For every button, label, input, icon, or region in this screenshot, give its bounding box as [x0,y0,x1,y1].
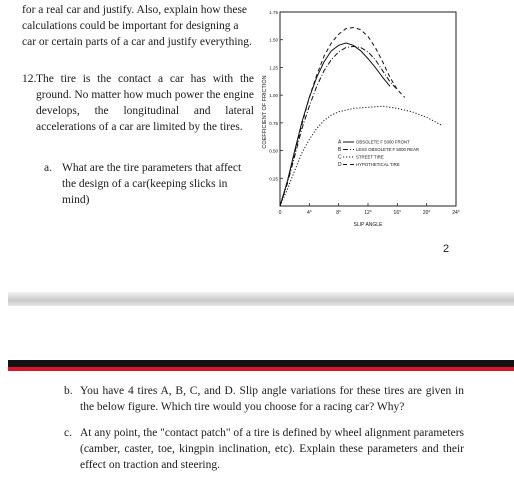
page-number: 2 [443,243,450,255]
question-12 [22,71,254,135]
legend-entry-b: LESS OBSOLETE F 5000 REAR [356,147,420,153]
y-tick-label: 0.50 [269,148,278,154]
legend-key-a: A [338,139,342,146]
legend-entry-c: STREET TIRE [356,154,384,160]
question-12b-number: b. [64,385,73,397]
question-12c-number: c. [64,427,72,439]
x-tick-label: 20° [422,210,431,216]
x-tick-label: 16° [393,210,402,216]
chart-ylabel: COEFFICIENT OF FRICTION [262,75,268,149]
x-tick-label: 0 [278,210,282,216]
page-separator [8,292,514,306]
y-tick-label: 1.00 [269,93,278,99]
question-12b [64,383,464,415]
header-rule-dark [8,360,514,367]
y-tick-label: 1.50 [269,37,278,43]
x-tick-label: 8° [336,210,342,216]
header-rule-red [8,367,514,371]
intro-paragraph: for a real car and justify. Also, explain how these calculations could be important for designing a car or certain parts of a car and justify everything. [22,4,252,48]
slip-angle-chart [258,2,466,230]
question-12-text: The tire is the contact a car has with the ground. No matter how much power the engine develops, the longitudinal and lateral accelerations of a car are limited by the tires. [36,73,254,133]
x-tick-label: 12° [364,210,372,216]
question-12-number: 12. [22,73,37,85]
question-12a [44,160,254,208]
x-tick-label: 24° [452,210,460,216]
y-tick-label: 1.25 [269,65,278,71]
y-tick-label: 0.75 [269,120,278,126]
legend-key-c: C [338,154,342,161]
legend-entry-d: HYPOTHETICAL TIRE [356,162,400,168]
question-12a-number: a. [44,162,52,174]
question-12c-text: At any point, the "contact patch" of a tire is defined by wheel alignment parameters (camber, caster, toe, kingpin inclination, etc). Explain these parameters and their effect on traction and steering. [80,427,464,471]
legend-key-b: B [338,147,342,154]
legend-entry-a: OBSOLETE F 5000 FRONT [356,139,410,145]
question-12c [64,425,464,473]
question-12b-text: You have 4 tires A, B, C, and D. Slip angle variations for these tires are given in the below figure. Which tire would you choose for a racing car? Why? [80,385,464,413]
y-tick-label: 0.25 [269,176,278,182]
y-tick-label: 1.75 [269,10,278,15]
legend-key-d: D [338,162,342,169]
x-tick-label: 4° [306,210,312,216]
question-12a-text: What are the tire parameters that affect the design of a car(keeping slicks in mind) [62,162,242,206]
chart-xlabel: SLIP ANGLE [353,222,383,228]
